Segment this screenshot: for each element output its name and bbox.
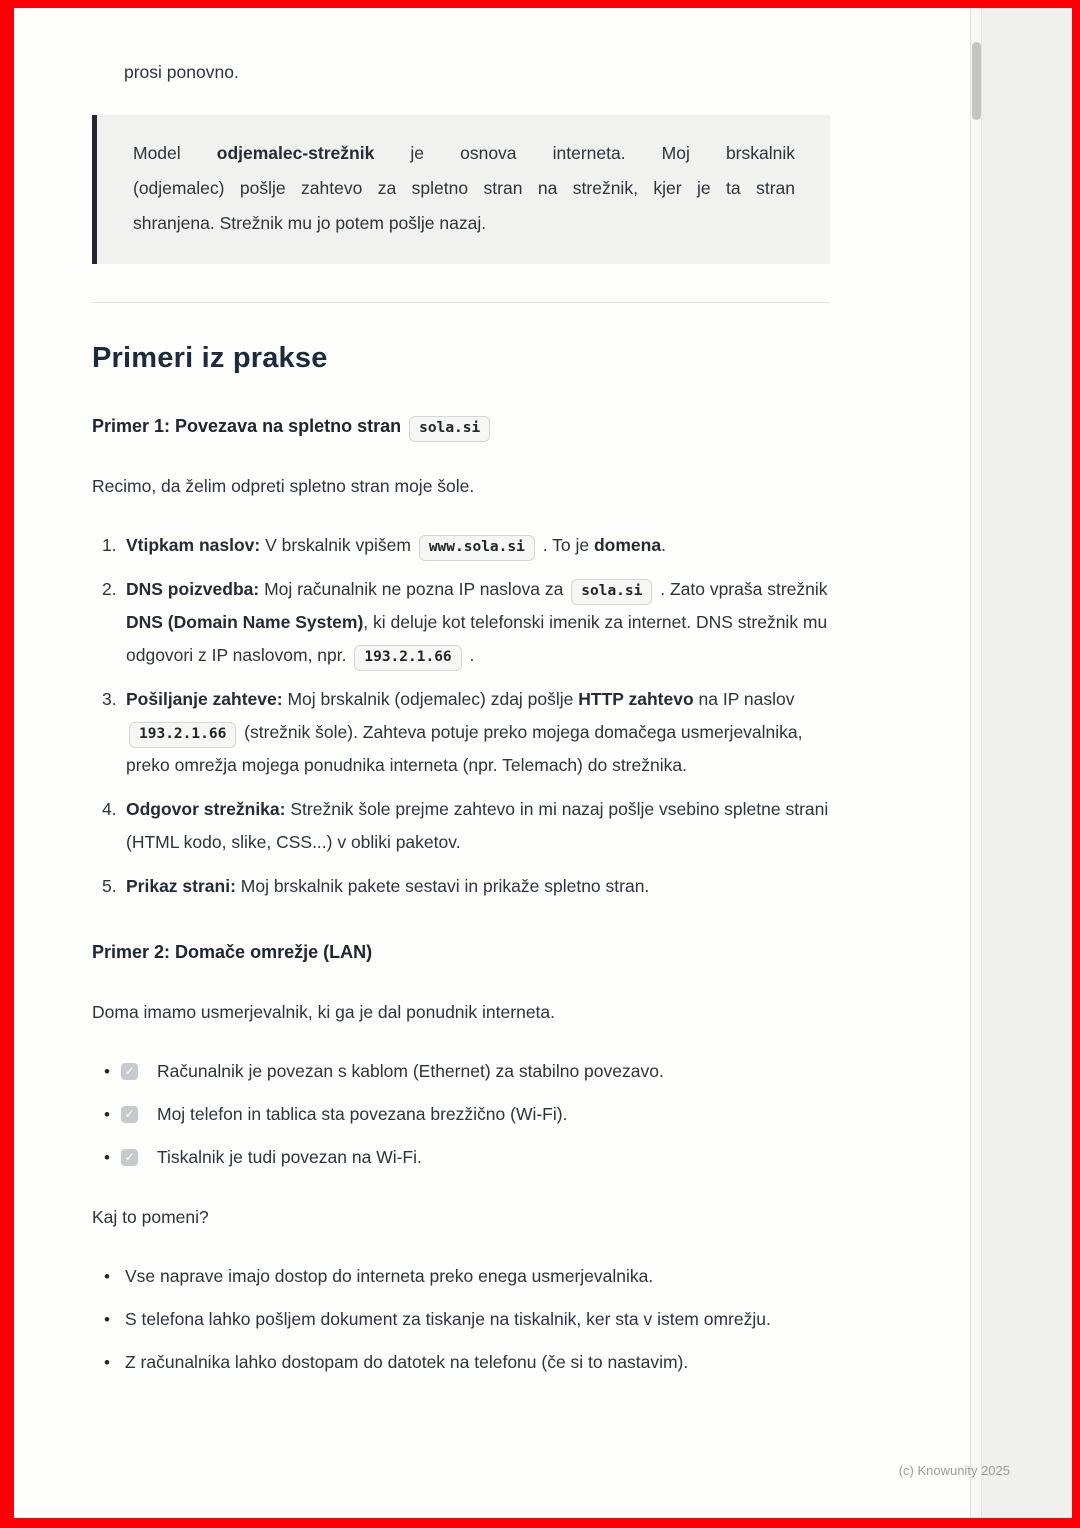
step-text: V brskalnik vpišem (260, 535, 416, 555)
list-item (92, 1346, 848, 1379)
question-paragraph: Kaj to pomeni? (92, 1207, 209, 1227)
step-label: domena (593, 535, 662, 555)
step-label: HTTP zahtevo (578, 689, 694, 709)
checklist (92, 1055, 848, 1174)
bullet-list (92, 1260, 848, 1379)
list-item (92, 870, 848, 903)
checkbox-checked-icon[interactable] (121, 1063, 138, 1080)
code-chip: sola.si (409, 416, 490, 442)
example2-intro: Doma imamo usmerjevalnik, ki ga je dal ponudnik interneta. (92, 1002, 556, 1022)
scrollbar-track[interactable] (970, 8, 982, 1518)
step-text: Moj brskalnik (odjemalec) zdaj pošlje (282, 689, 579, 709)
callout-line: shranjena. Strežnik mu jo potem pošlje nazaj. (133, 213, 487, 233)
list-number: 5. (102, 876, 117, 896)
list-item-text: S telefona lahko pošljem dokument za tiskanje na tiskalnik, ker sta v istem omrežju. (125, 1309, 771, 1329)
step-text: Moj računalnik ne pozna IP naslova za (259, 579, 569, 599)
callout-line: (odjemalec) pošlje zahtevo za spletno stran na strežnik, kjer je ta stran (133, 178, 795, 198)
step-label: Odgovor strežnika: (126, 799, 286, 819)
list-number: 2. (102, 579, 117, 599)
example1-heading (92, 410, 848, 443)
step-label: DNS poizvedba: (126, 579, 260, 599)
step-label: DNS (Domain Name System) (126, 612, 364, 632)
list-number: 3. (102, 689, 117, 709)
list-item (92, 573, 848, 672)
step-text: . Zato vpraša strežnik (655, 579, 828, 599)
list-number: 1. (102, 535, 117, 555)
check-icon: ✓ (124, 1150, 135, 1164)
check-icon: ✓ (124, 1107, 135, 1121)
step-text: (strežnik šole). Zahteva potuje preko mojega domačega usmerjevalnika, preko omrežja mojega ponudnika interneta (npr. Telemach) do strežnika. (126, 722, 803, 775)
code-chip: 193.2.1.66 (354, 645, 461, 671)
page-title: Primeri iz prakse (92, 342, 328, 374)
bullet-dot: • (104, 1353, 110, 1372)
steps-list (92, 529, 848, 903)
document-content (92, 8, 848, 1389)
list-item (92, 1260, 848, 1293)
callout-text: Model (133, 143, 217, 163)
bullet-dot: • (104, 1105, 110, 1124)
bullet-dot: • (104, 1267, 110, 1286)
checklist-item (92, 1055, 848, 1088)
step-label: Prikaz strani: (126, 876, 236, 896)
callout-quote (92, 115, 830, 264)
step-text: Moj brskalnik pakete sestavi in prikaže spletno stran. (235, 876, 650, 896)
checklist-item (92, 1141, 848, 1174)
callout-text: je osnova interneta. Moj brskalnik (374, 143, 795, 163)
step-label: Pošiljanje zahteve: (126, 689, 283, 709)
checkbox-checked-icon[interactable] (121, 1149, 138, 1166)
step-label: Vtipkam naslov: (126, 535, 261, 555)
checklist-item-label: Tiskalnik je tudi povezan na Wi-Fi. (157, 1147, 422, 1167)
scrollbar-thumb[interactable] (972, 42, 981, 120)
bullet-dot: • (104, 1148, 110, 1167)
step-text: . (661, 535, 666, 555)
list-item (92, 1303, 848, 1336)
list-item (92, 793, 848, 859)
checklist-item-label: Moj telefon in tablica sta povezana brezžično (Wi-Fi). (157, 1104, 568, 1124)
list-item (92, 529, 848, 562)
list-item (92, 683, 848, 782)
right-gutter (982, 8, 1072, 1518)
list-number: 4. (102, 799, 117, 819)
check-icon: ✓ (124, 1064, 135, 1078)
code-chip: www.sola.si (419, 535, 535, 561)
code-chip: sola.si (571, 579, 652, 605)
checklist-item-label: Računalnik je povezan s kablom (Ethernet) za stabilno povezavo. (157, 1061, 664, 1081)
list-item-text: Z računalnika lahko dostopam do datotek na telefonu (če si to nastavim). (125, 1352, 689, 1372)
callout-line (133, 136, 795, 171)
step-text: Strežnik šole prejme zahtevo in mi nazaj pošlje vsebino spletne strani (HTML kodo, slike, CSS...) v obliki paketov. (126, 799, 829, 852)
paragraph-continuation: prosi ponovno. (124, 62, 239, 82)
code-chip: 193.2.1.66 (129, 722, 236, 748)
step-text: . (464, 645, 475, 665)
divider (92, 302, 830, 303)
step-text: na IP naslov (693, 689, 795, 709)
step-text: . To je (537, 535, 594, 555)
document-page (14, 8, 1072, 1518)
example2-heading-text: Primer 2: Domače omrežje (LAN) (92, 942, 373, 962)
bullet-dot: • (104, 1062, 110, 1081)
example1-intro: Recimo, da želim odpreti spletno stran moje šole. (92, 476, 475, 496)
checklist-item (92, 1098, 848, 1131)
checkbox-checked-icon[interactable] (121, 1106, 138, 1123)
example2-heading (92, 936, 848, 969)
step-text: , ki deluje kot telefonski imenik za internet. DNS strežnik mu odgovori z IP naslovom, npr. (126, 612, 828, 665)
watermark: (c) Knowunity 2025 (898, 1463, 1010, 1478)
list-item-text: Vse naprave imajo dostop do interneta preko enega usmerjevalnika. (125, 1266, 654, 1286)
callout-text-bold: odjemalec-strežnik (216, 143, 375, 163)
bullet-dot: • (104, 1310, 110, 1329)
example1-heading-text: Primer 1: Povezava na spletno stran (92, 416, 402, 436)
